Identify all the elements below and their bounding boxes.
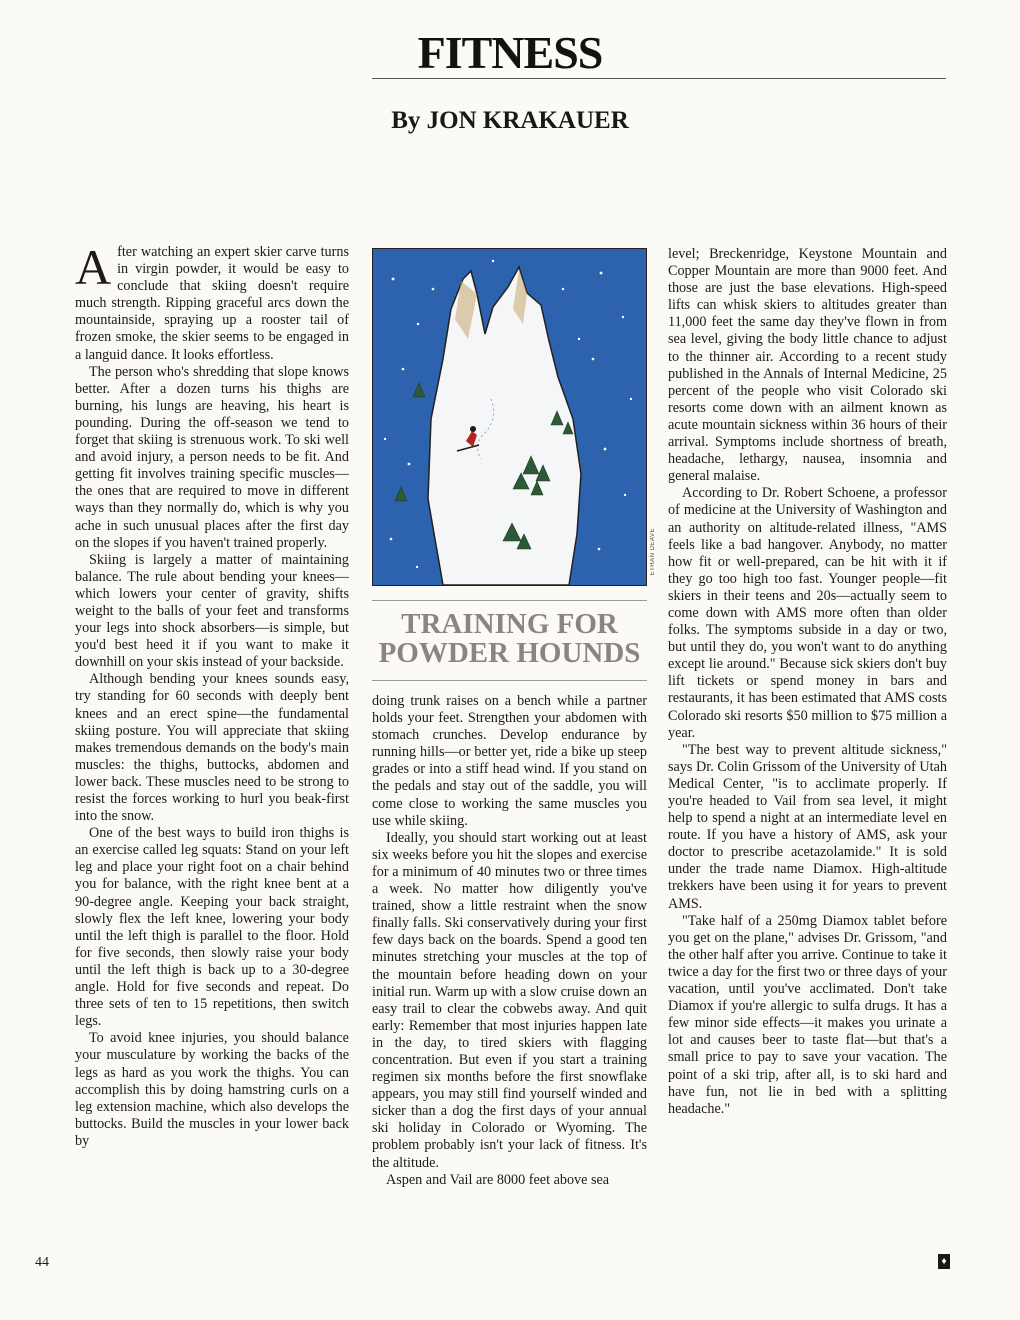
- drop-cap: A: [75, 244, 112, 295]
- paragraph: To avoid knee injuries, you should balance your musculature by working the backs of the legs as hard as you work the thighs. You can accomplish this by doing hamstring curls on a leg extension machine, which also develops the buttocks. Build the muscles in your lower back by: [75, 1030, 349, 1149]
- paragraph: Although bending your knees sounds easy, try standing for 60 seconds with deeply bent knees and an erect spine—the fundamental skiing posture. You will appreciate that skiing makes tremendous demands on the body's main muscles: the thighs, buttocks, abdomen and lower back. These muscles need to be strong to resist the forces working to hurl you beak-first into the snow.: [75, 671, 349, 825]
- paragraph: level; Breckenridge, Keystone Mountain and Copper Mountain are more than 9000 feet. And those are just the base elevations. High-speed lifts can whisk skiers to altitudes greater than 11,000 feet the same day they've flown in from sea level, giving the body little chance to adjust to the thinner air. According to a recent study published in the Annals of Internal Medicine, 25 percent of the people who visit Colorado ski resorts come down with an ailment known as acute mountain sickness within 36 hours of their arrival. Symptoms include shortness of breath, headache, lethargy, nausea, insomnia and general malaise.: [668, 246, 947, 485]
- article-column-3: [668, 246, 947, 1256]
- byline: By JON KRAKAUER: [391, 107, 629, 134]
- page-number: 44: [35, 1255, 49, 1270]
- paragraph: "Take half of a 250mg Diamox tablet before you get on the plane," advises Dr. Grissom, "and the other half after you arrive. Continue to take it twice a day for the first two or three days of your vacation, until you've acclimated. Don't take Diamox if you're allergic to sulfa drugs. It has a few minor side effects—it makes you urinate a lot and causes beer to taste flat—but that's a small price to pay to save your vacation. The point of a ski trip, after all, is to ski hard and have fun, not lie in bed with a splitting headache.": [668, 912, 947, 1117]
- headline-rule-top: [372, 600, 647, 601]
- article-column-1: [75, 244, 349, 1284]
- rabbit-head-icon: ♦: [938, 1254, 950, 1269]
- paragraph: The person who's shredding that slope knows better. After a dozen turns his thighs are burning, his lungs are heaving, his heart is pounding. During the off-season we tend to forget that skiing is strenuous work. To ski well and avoid injury, a person needs to be fit. And getting fit involves training specific muscles—the ones that are required to move in different ways than they normally do, which is why you ache in such unusual places after the first day on the slopes if you haven't trained properly.: [75, 363, 349, 551]
- paragraph: One of the best ways to build iron thighs is an exercise called leg squats: Stand on your left leg and place your right foot on a chair behind you for balance, with the right knee bent at a 90-degree angle. Keeping your back straight, slowly flex the left knee, lowering your body until the left thigh is parallel to the floor. Hold for five seconds, then slowly raise your body until the left thigh is back up to a 30-degree angle. Hold for five seconds and repeat. Do three sets of ten to 15 repetitions, then switch legs.: [75, 825, 349, 1030]
- article-headline: TRAINING FOR POWDER HOUNDS: [378, 608, 641, 669]
- paragraph: After watching an expert skier carve turns in virgin powder, it would be easy to conclude that skiing doesn't require much strength. Ripping graceful arcs down the mountainside, spraying up a rooster tail of frozen smoke, the skier seems to be engaged in a languid dance. It looks effortless.: [75, 244, 349, 363]
- title-rule: [372, 78, 946, 79]
- section-title: FITNESS: [417, 27, 603, 78]
- mountain-skier-illustration: [372, 248, 647, 586]
- paragraph: Skiing is largely a matter of maintaining balance. The rule about bending your knees—which lowers your center of gravity, shifts weight to the balls of your feet and transforms your legs into shock absorbers—is simple, but you'd best heed it if you want to make it downhill on your skis instead of your backside.: [75, 551, 349, 671]
- paragraph: doing trunk raises on a bench while a partner holds your feet. Strengthen your abdomen with stomach crunches. Develop endurance by running hills—or better yet, ride a bike up steep grades or into a stiff head wind. If you stand on the pedals and stay out of the saddle, you will come close to working the same muscles you use while skiing.: [372, 693, 647, 829]
- article-column-2: [372, 693, 647, 1287]
- paragraph: Aspen and Vail are 8000 feet above sea: [386, 1171, 610, 1188]
- paragraph: "The best way to prevent altitude sickness," says Dr. Colin Grissom of the University of Utah Medical Center, "is to acclimate properly. If you're headed to Vail from sea level, it might help to spend a night at an intermediate level en route. If you have a history of AMS, ask your doctor to prescribe acetazolamide." It is sold under the trade name Diamox. High-altitude trekkers have been using it for years to prevent AMS.: [668, 741, 947, 912]
- paragraph: Ideally, you should start working out at least six weeks before you hit the slopes and exercise for a minimum of 40 minutes two or three times a week. No matter how diligently you've trained, show a little restraint when the snow finally falls. Ski conservatively during your first few days back on the boards. Spend a good ten minutes stretching your muscles at the top of the mountain before heading down on your initial run. Warm up with a slow cruise down an easy trail to clear the cobwebs away. And quit early: Remember that most injuries happen late in the day, to tired skiers with flagging concentration. But even if you start a training regimen six months before the first snowflake appears, you may still find yourself winded and sicker than a dog the first days of your annual ski holiday in Colorado or Wyoming. The problem probably isn't your lack of fitness. It's the altitude.: [372, 829, 647, 1171]
- headline-rule-bottom: [372, 680, 647, 681]
- paragraph: According to Dr. Robert Schoene, a professor of medicine at the University of Washington and an authority on altitude-related illness, "AMS feels like a bad hangover. Anybody, no matter how fit or well-prepared, can be hit with it if they go too high too fast. Younger people—fit skiers in their teens and 20s—actually seem to come down with AMS more often than older folks. The symptoms subside in a day or two, but until they do, you won't want to do anything except lie around." Because sick skiers don't buy lift tickets or spend money in bars and restaurants, it has been estimated that AMS costs Colorado ski resorts $50 million to $75 million a year.: [668, 485, 947, 741]
- illustration-credit: ETHAN DEAVE: [650, 528, 656, 576]
